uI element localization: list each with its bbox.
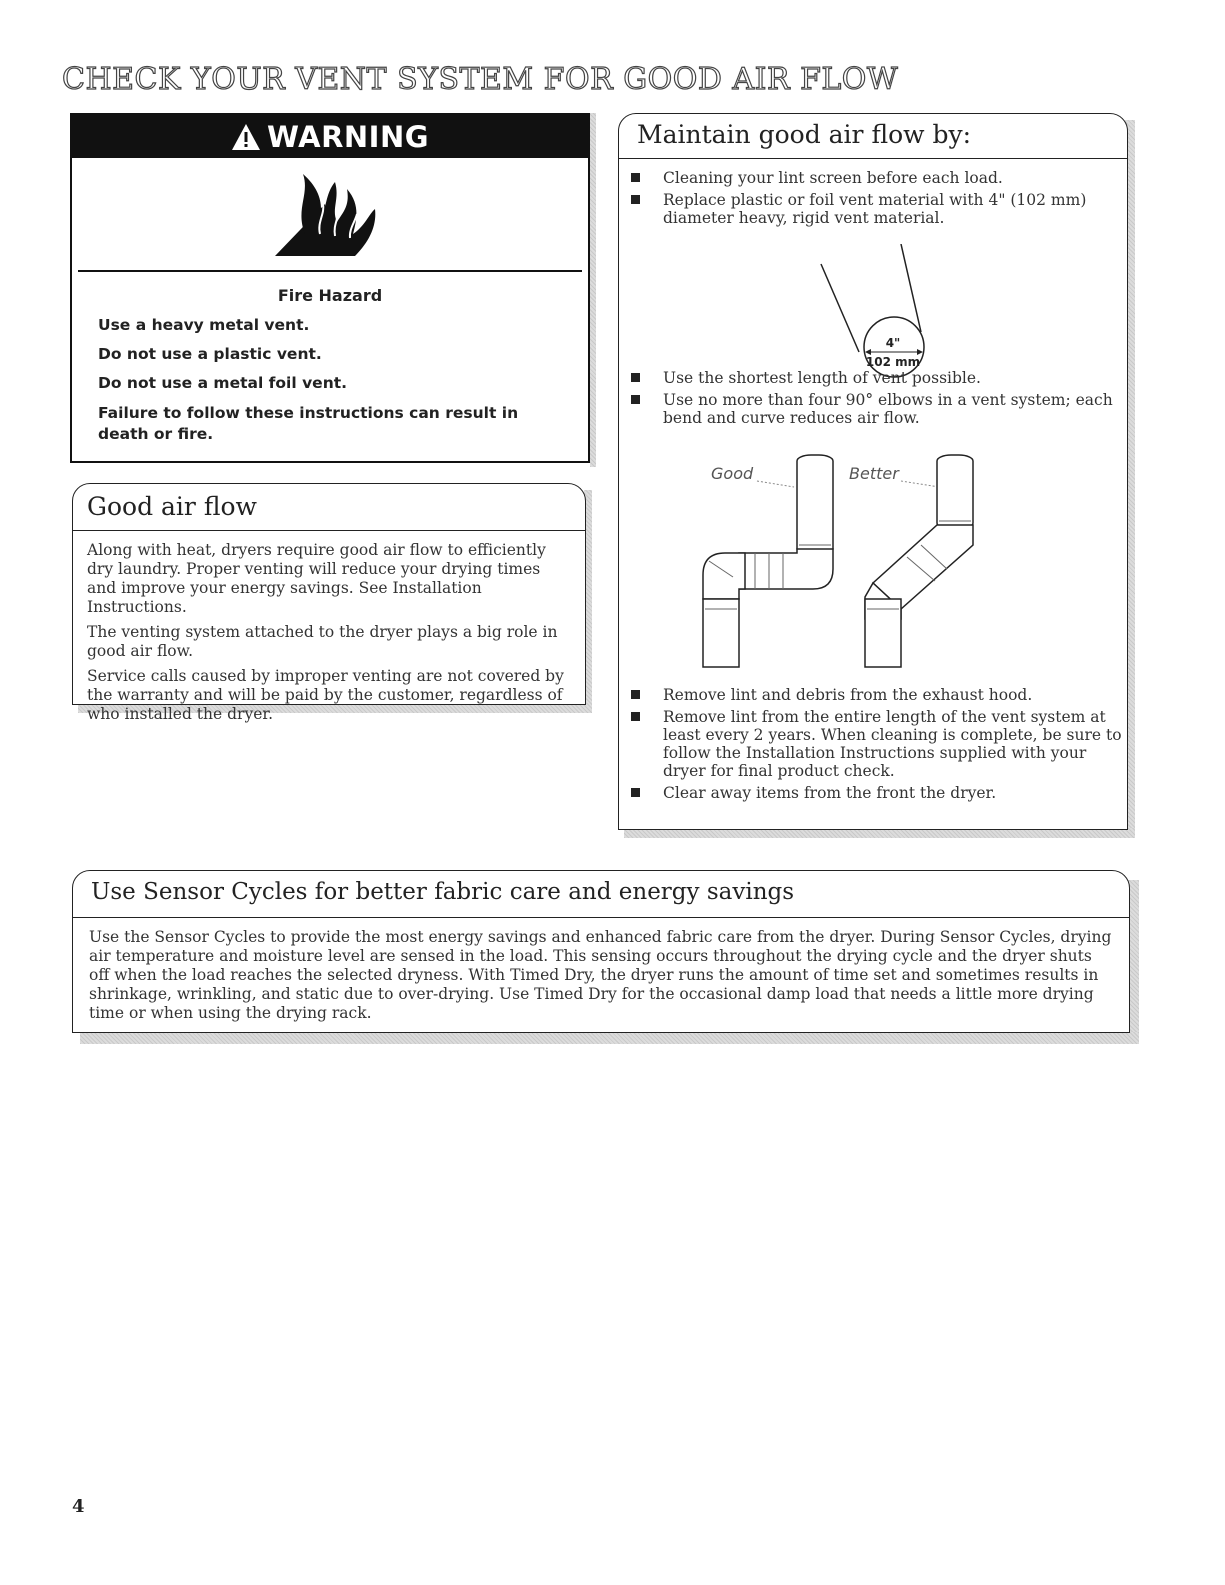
list-item: Cleaning your lint screen before each load. [619, 169, 1127, 187]
bullet-square-icon [631, 712, 640, 721]
warning-line: Use a heavy metal vent. [98, 316, 310, 334]
page-number: 4 [72, 1496, 85, 1517]
elbow-comparison-diagram [689, 449, 1019, 669]
warning-box [70, 113, 590, 463]
list-item: Remove lint and debris from the exhaust hood. [619, 686, 1127, 704]
bullet-square-icon [631, 395, 640, 404]
bullet-square-icon [631, 690, 640, 699]
good-air-flow-paragraph: Along with heat, dryers require good air flow to efficiently dry laundry. Proper venting will reduce your drying times and improve your energy savings. See Installation Instructions. [87, 541, 546, 616]
better-label: Better [849, 464, 899, 483]
page-title: CHECK YOUR VENT SYSTEM FOR GOOD AIR FLOW [62, 62, 899, 97]
maintain-box [618, 113, 1128, 830]
warning-line: Do not use a plastic vent. [98, 345, 322, 363]
warning-consequence: Failure to follow these instructions can result in death or fire. [98, 404, 519, 443]
good-air-flow-paragraph: The venting system attached to the dryer plays a big role in good air flow. [87, 623, 558, 660]
hazard-title: Fire Hazard [277, 286, 383, 305]
list-item: Replace plastic or foil vent material with 4" (102 mm) diameter heavy, rigid vent material. [619, 191, 1127, 227]
sensor-heading: Use Sensor Cycles for better fabric care and energy savings [73, 871, 1129, 918]
list-item: Clear away items from the front the dryer. [619, 784, 1127, 802]
good-label: Good [711, 464, 754, 483]
diameter-mm-label: 102 mm [865, 355, 921, 369]
warning-header [72, 115, 588, 158]
good-air-flow-paragraph: Service calls caused by improper venting are not covered by the warranty and will be paid by the customer, regardless of who installed the dryer. [87, 667, 564, 723]
bullet-square-icon [631, 195, 640, 204]
bullet-square-icon [631, 373, 640, 382]
warning-label: WARNING [266, 119, 430, 154]
list-item: Use no more than four 90° elbows in a vent system; each bend and curve reduces air flow. [619, 391, 1127, 427]
bullet-square-icon [631, 173, 640, 182]
warning-icon-area [78, 158, 582, 272]
maintain-heading: Maintain good air flow by: [619, 114, 1127, 159]
sensor-body: Use the Sensor Cycles to provide the most energy savings and enhanced fabric care from the dryer. During Sensor Cycles, drying air temperature and moisture level are sensed in the load. This sensing occurs throughout the drying cycle and the dryer shuts off when the load reaches the selected dryness. With Timed Dry, the dryer runs the amount of time set and sometimes results in shrinkage, wrinkling, and static due to over-drying. Use Timed Dry for the occasional damp load that needs a little more drying time or when using the drying rack. [89, 928, 1112, 1022]
diameter-inch-label: 4" [885, 336, 901, 350]
good-air-flow-box [72, 483, 586, 723]
warning-shadow [590, 113, 596, 467]
bullet-square-icon [631, 788, 640, 797]
list-item: Remove lint from the entire length of the vent system at least every 2 years. When cleaning is complete, be sure to follow the Installation Instructions supplied with your dryer for final product check. [619, 708, 1127, 780]
sensor-box [72, 870, 1130, 1033]
list-item: Use the shortest length of vent possible. [619, 369, 1127, 387]
warning-line: Do not use a metal foil vent. [98, 374, 348, 392]
good-air-flow-heading: Good air flow [73, 484, 585, 531]
sensor-shadow-bottom [80, 1032, 1139, 1044]
warning-triangle-icon [231, 123, 261, 151]
fire-icon [265, 164, 395, 264]
vent-diameter-diagram [809, 244, 949, 384]
